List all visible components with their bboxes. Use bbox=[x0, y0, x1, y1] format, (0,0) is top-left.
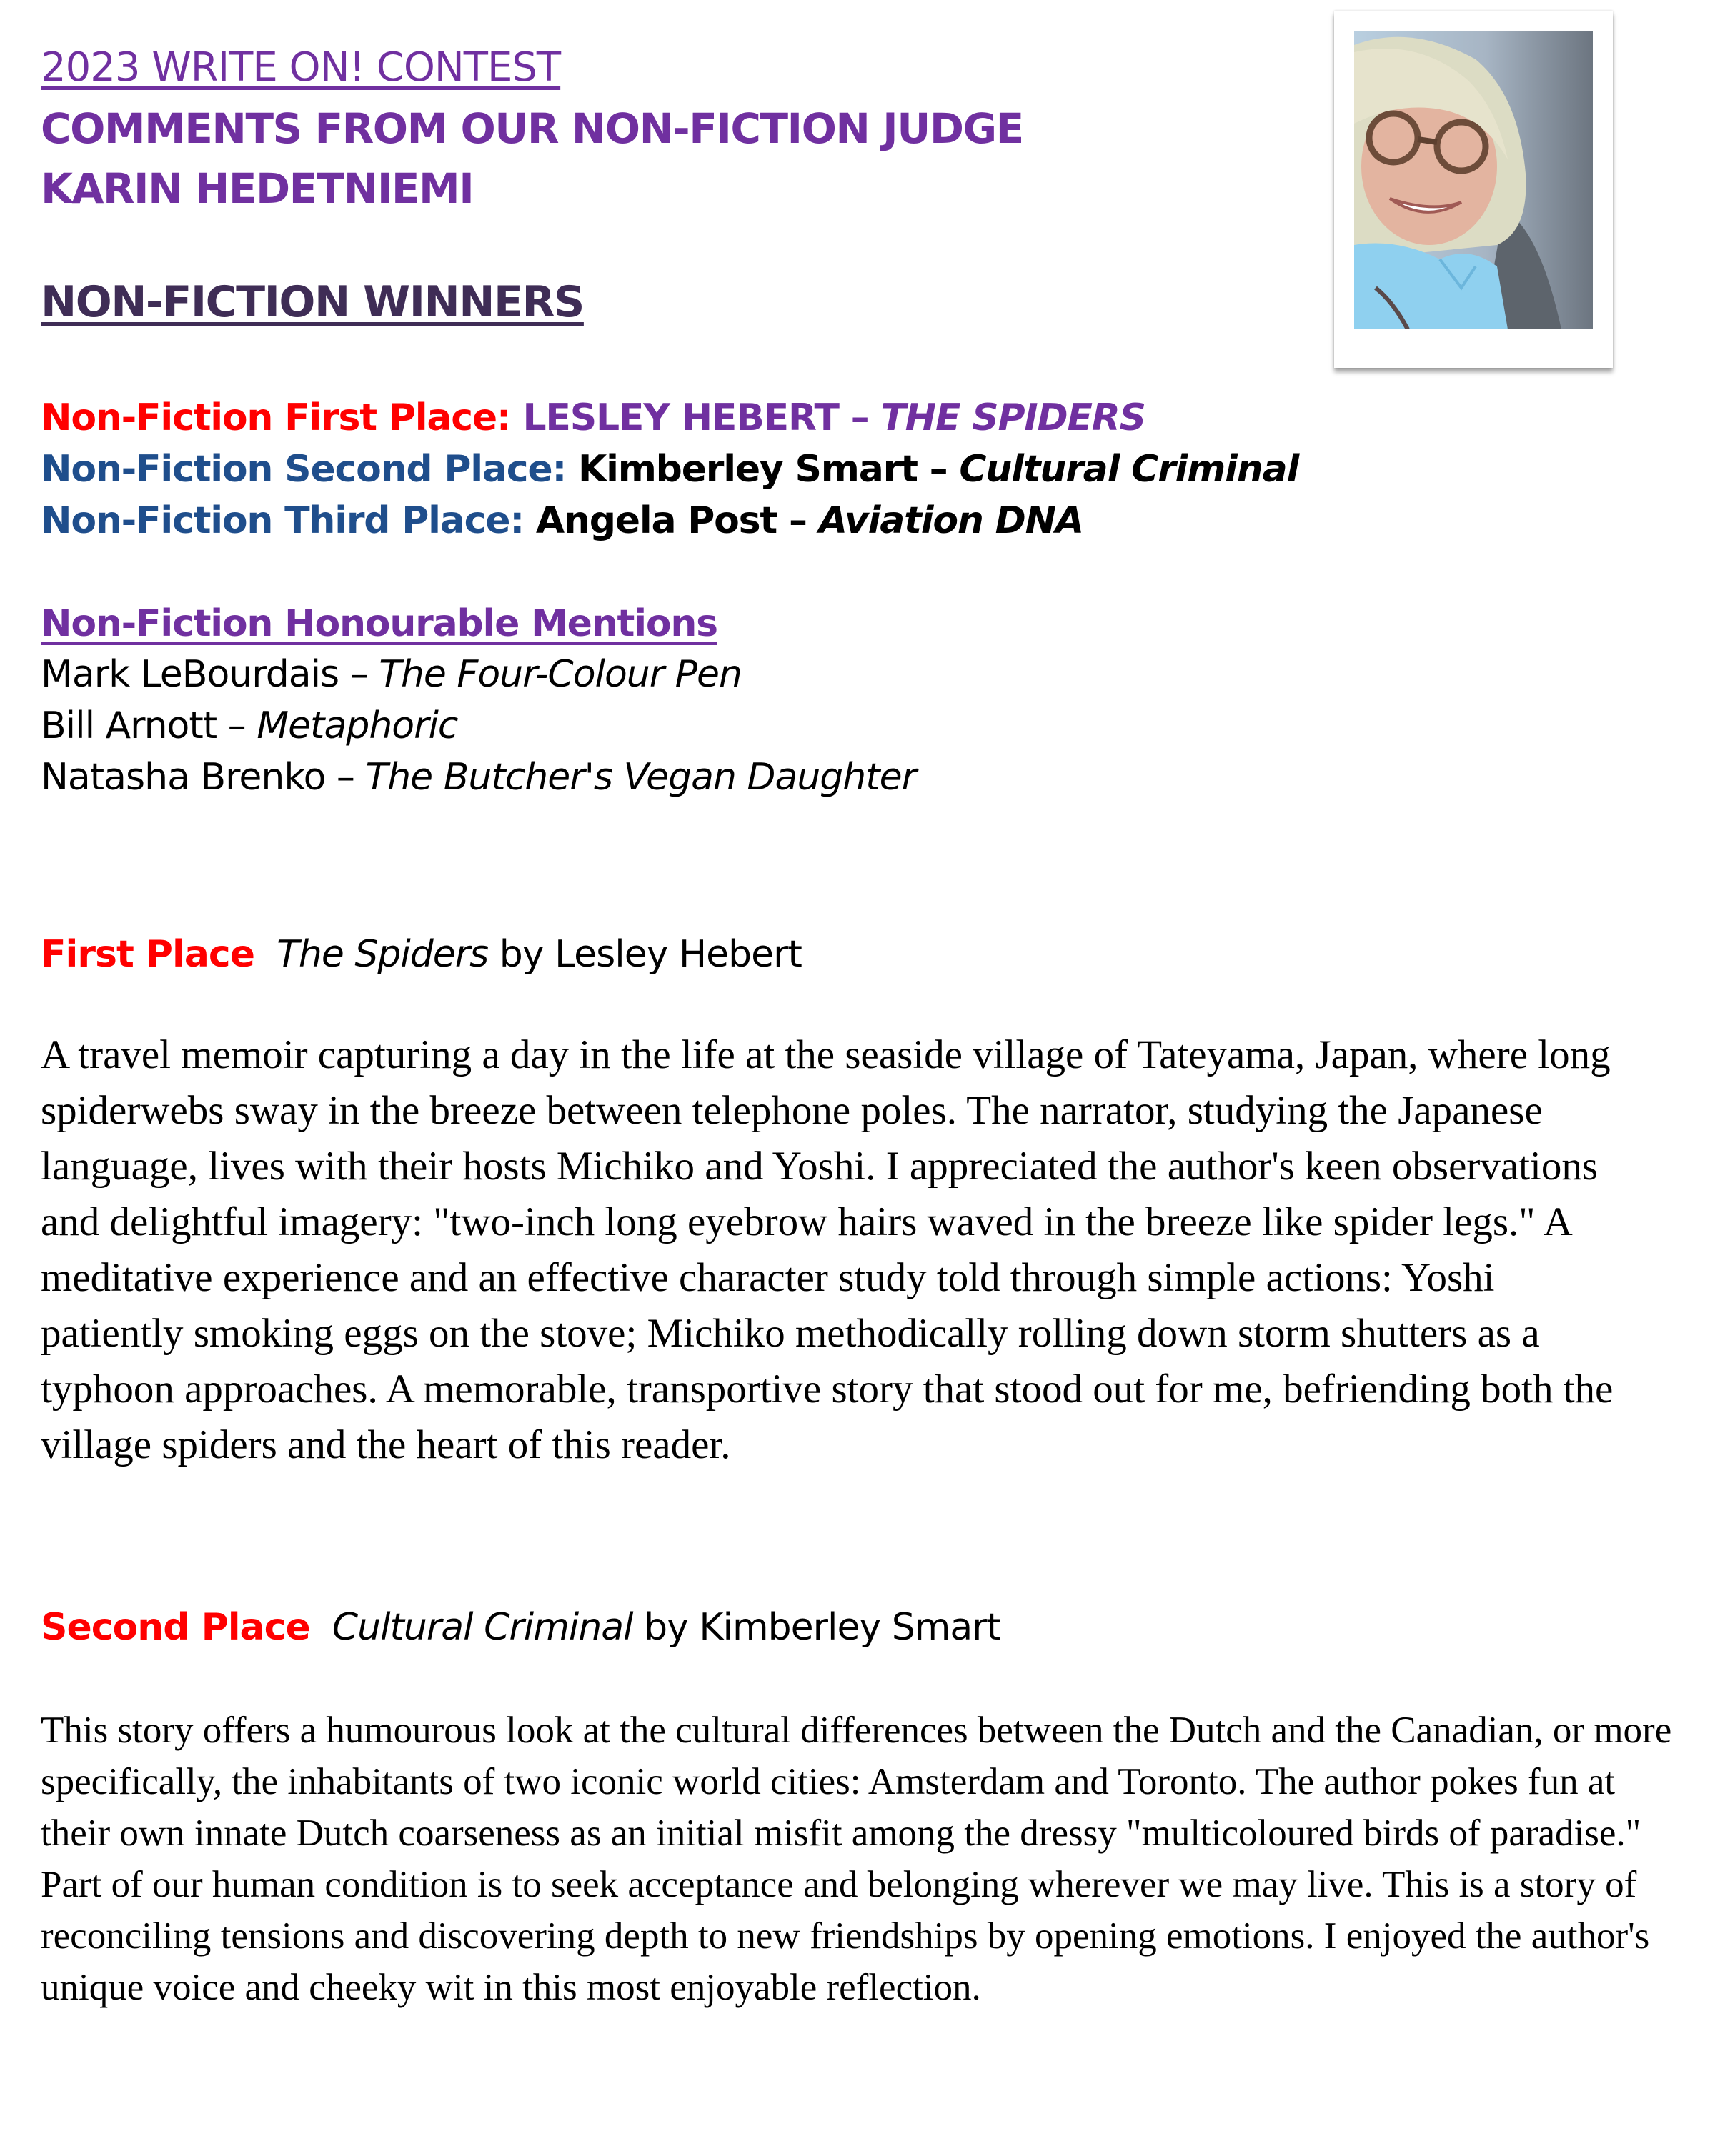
winner-title: Aviation DNA bbox=[818, 499, 1083, 542]
winners-heading: NON-FICTION WINNERS bbox=[41, 277, 584, 327]
review-place: Second Place bbox=[41, 1606, 310, 1649]
judge-photo-frame bbox=[1334, 11, 1613, 368]
winner-second-place bbox=[41, 448, 1298, 491]
review-byline: by Kimberley Smart bbox=[632, 1606, 1001, 1649]
hm-title: The Four-Colour Pen bbox=[379, 653, 742, 696]
winner-author: LESLEY HEBERT – bbox=[522, 396, 881, 439]
judge-portrait-icon bbox=[1354, 31, 1593, 329]
honourable-mentions-heading: Non-Fiction Honourable Mentions bbox=[41, 602, 717, 645]
judge-photo bbox=[1354, 31, 1593, 329]
review-body-first-place: A travel memoir capturing a day in the life at the seaside village of Tateyama, Japan, where long spiderwebs sway in the breeze between telephone poles. The narrator, studying the Japanese language, lives with their hosts Michiko and Yoshi. I appreciated the author's keen observations and delightful imagery: "two-inch long eyebrow hairs waved in the breeze like spider legs." A meditative experience and an effective character study told through simple actions: Yoshi patiently smoking eggs on the stove; Michiko methodically rolling down storm shutters as a typhoon approaches. A memorable, transportive story that stood out for me, befriending both the village spiders and the heart of this reader. bbox=[41, 1032, 1614, 1467]
judge-name: KARIN HEDETNIEMI bbox=[41, 164, 474, 213]
winner-author: Kimberley Smart – bbox=[577, 448, 960, 491]
winner-label: Non-Fiction Third Place: bbox=[41, 499, 536, 542]
honourable-mention bbox=[41, 653, 742, 696]
winner-label: Non-Fiction First Place: bbox=[41, 396, 523, 439]
review-body-second-place: This story offers a humourous look at the cultural differences between the Dutch and the Canadian, or more specifically, the inhabitants of two iconic world cities: Amsterdam and Toronto. The author pokes fun at their own innate Dutch coarseness as an initial misfit among the dressy "multicoloured birds of paradise." Part of our human condition is to seek acceptance and belonging wherever we may live. This is a story of reconciling tensions and discovering depth to new friendships by opening emotions. I enjoyed the author's unique voice and cheeky wit in this most enjoyable reflection. bbox=[41, 1710, 1672, 2008]
hm-title: The Butcher's Vegan Daughter bbox=[365, 756, 917, 799]
contest-title: 2023 WRITE ON! CONTEST bbox=[41, 44, 561, 91]
hm-title: Metaphoric bbox=[257, 704, 458, 747]
winner-label: Non-Fiction Second Place: bbox=[41, 448, 578, 491]
honourable-mention bbox=[41, 756, 916, 799]
review-title: The Spiders bbox=[277, 933, 489, 976]
honourable-mention bbox=[41, 704, 458, 747]
review-title: Cultural Criminal bbox=[332, 1606, 633, 1649]
review-heading-first-place bbox=[41, 933, 802, 976]
winner-third-place bbox=[41, 499, 1083, 542]
winner-title: Cultural Criminal bbox=[959, 448, 1299, 491]
review-heading-second-place bbox=[41, 1606, 1000, 1649]
judge-heading: COMMENTS FROM OUR NON-FICTION JUDGE bbox=[41, 104, 1023, 153]
winner-first-place bbox=[41, 396, 1145, 439]
winner-author: Angela Post – bbox=[535, 499, 819, 542]
review-byline: by Lesley Hebert bbox=[488, 933, 802, 976]
review-place: First Place bbox=[41, 933, 255, 976]
winner-title: THE SPIDERS bbox=[880, 396, 1145, 439]
hm-author: Natasha Brenko – bbox=[41, 756, 366, 799]
hm-author: Mark LeBourdais – bbox=[41, 653, 379, 696]
hm-author: Bill Arnott – bbox=[41, 704, 257, 747]
